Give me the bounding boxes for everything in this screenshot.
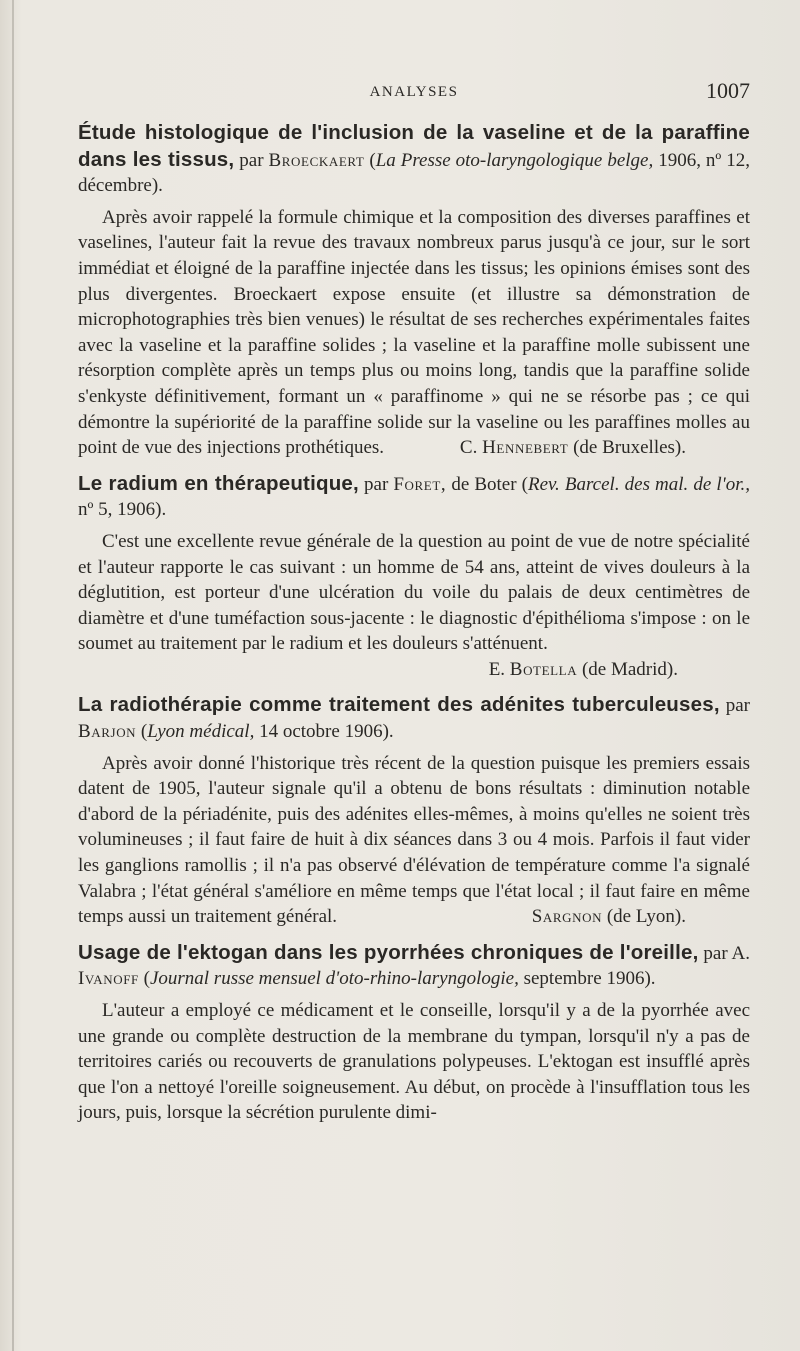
signature-name: Sargnon — [531, 906, 603, 928]
signature-place: (de Bruxelles). — [573, 437, 686, 459]
article-author: Foret, — [393, 473, 447, 495]
by-word: par — [239, 149, 264, 171]
journal-open: ( — [521, 473, 528, 495]
article-heading — [78, 120, 750, 199]
author-initial: A. — [731, 942, 751, 964]
article-body — [78, 751, 750, 930]
signature-name: Botella — [509, 658, 578, 680]
page-number: 1007 — [706, 78, 750, 103]
binding-shadow — [12, 0, 14, 1351]
journal-name: Lyon médical, — [147, 721, 255, 743]
by-word: par — [703, 942, 728, 964]
article-author: Ivanoff — [78, 968, 139, 990]
article-paragraph: Après avoir rappelé la formule chimique et la composition des diverses paraffines et vaselines, l'auteur fait la revue des travaux nombreux parus jusqu'à ce jour, sur le sort immédiat et éloigné de la paraffine injectée dans les tissus; les opinions émises sont des plus divergentes. Broeckaert expose ensuite (et illustre sa démonstration de microphotographies très bien venues) le résultat de ses recherches expérimentales faites avec la vaseline et la paraffine solides ; la vaseline et la paraffine molle subissent une résorption complète après un temps plus ou moins long, tandis que la paraffine solide s'enkyste définitivement, formant un « paraffinome » qui ne se résorbe pas ; ce qui démontre la supériorité de la paraffine solide sur la vaseline ou les paraffines molles au point de vue des injections prothétiques. — [78, 206, 750, 459]
article-body — [78, 998, 750, 1126]
journal-open: ( — [143, 968, 150, 990]
signature-initial: E. — [488, 658, 506, 680]
citation: septembre 1906). — [523, 968, 656, 990]
citation: 1906, nº 12, décembre). — [78, 149, 751, 197]
article-heading — [78, 692, 750, 744]
article-heading — [78, 471, 750, 523]
signature-place: (de Madrid). — [581, 658, 678, 680]
article-title: La radiothérapie comme traitement des adénites tuberculeuses, — [78, 693, 720, 717]
article-author: Broeckaert — [268, 149, 365, 171]
signature-initial: C. — [459, 437, 478, 459]
signature-name: Hennebert — [482, 437, 569, 459]
article-paragraph: Après avoir donné l'historique très récent de la question puisque les premiers essais datent de 1905, l'auteur signale qu'il a obtenu de bons résultats : diminution notable d'abord de la périadénite, puis des adénites elles-mêmes, à moins qu'elles ne soient très volumineuses ; il faut faire de huit à dix séances dans 3 ou 4 mois. Parfois il faut vider les ganglions ramollis ; il n'a pas observé d'élévation de température comme l'a signalé Valabra ; l'état général s'améliore en même temps que l'état local ; il faut faire en même temps aussi un traitement général. — [78, 752, 750, 928]
by-word: par — [364, 473, 389, 495]
article-title: Usage de l'ektogan dans les pyorrhées chroniques de l'oreille, — [78, 940, 699, 964]
article-heading — [78, 940, 750, 992]
author-extra: de Boter — [451, 473, 517, 495]
journal-open: ( — [369, 149, 376, 171]
page-content — [78, 120, 750, 1126]
article-paraffine — [78, 120, 750, 461]
by-word: par — [725, 695, 750, 717]
journal-name: La Presse oto-laryngologique belge, — [375, 149, 654, 171]
article-ektogan — [78, 940, 750, 1126]
article-signature — [78, 657, 750, 683]
article-radiotherapie — [78, 692, 750, 929]
article-paragraph: C'est une excellente revue générale de la question au point de vue de notre spécialité et l'auteur rapporte le cas suivant : un homme de 54 ans, atteint de vives douleurs à la déglutition, est porteur d'une ulcération du voile du palais de deux centimètres de diamètre et d'une tuméfaction sous-jacente : le diagnostic d'épithélioma s'impose : on le soumet au traitement par le radium et les douleurs s'atténuent. — [78, 530, 750, 655]
running-title: ANALYSES — [369, 84, 459, 100]
article-body — [78, 529, 750, 657]
article-paragraph: L'auteur a employé ce médicament et le conseille, lorsqu'il y a de la pyorrhée avec une grande ou complète destruction de la membrane du tympan, lorsqu'il n'y a pas de territoires cariés ou recouverts de granulations polypeuses. L'ektogan est insufflé après que l'on a nettoyé l'oreille soigneusement. Au début, on procède à l'insufflation tous les jours, puis, lorsque la sécrétion purulente dimi- — [78, 1000, 750, 1124]
article-radium — [78, 471, 750, 683]
article-title: Étude histologique de l'inclusion de la vaseline et de la paraffine dans les tissus, — [78, 121, 750, 171]
journal-name: Journal russe mensuel d'oto-rhino-laryngologie, — [149, 968, 519, 990]
signature-place: (de Lyon). — [606, 906, 686, 928]
citation: nº 5, 1906). — [78, 499, 167, 521]
journal-name: Rev. Barcel. des mal. de l'or., — [527, 473, 751, 495]
page-header — [78, 78, 750, 112]
article-title: Le radium en thérapeutique, — [78, 471, 359, 495]
citation: 14 octobre 1906). — [259, 721, 394, 743]
article-body — [78, 205, 750, 461]
article-author: Barjon — [78, 721, 137, 743]
journal-open: ( — [140, 721, 148, 743]
